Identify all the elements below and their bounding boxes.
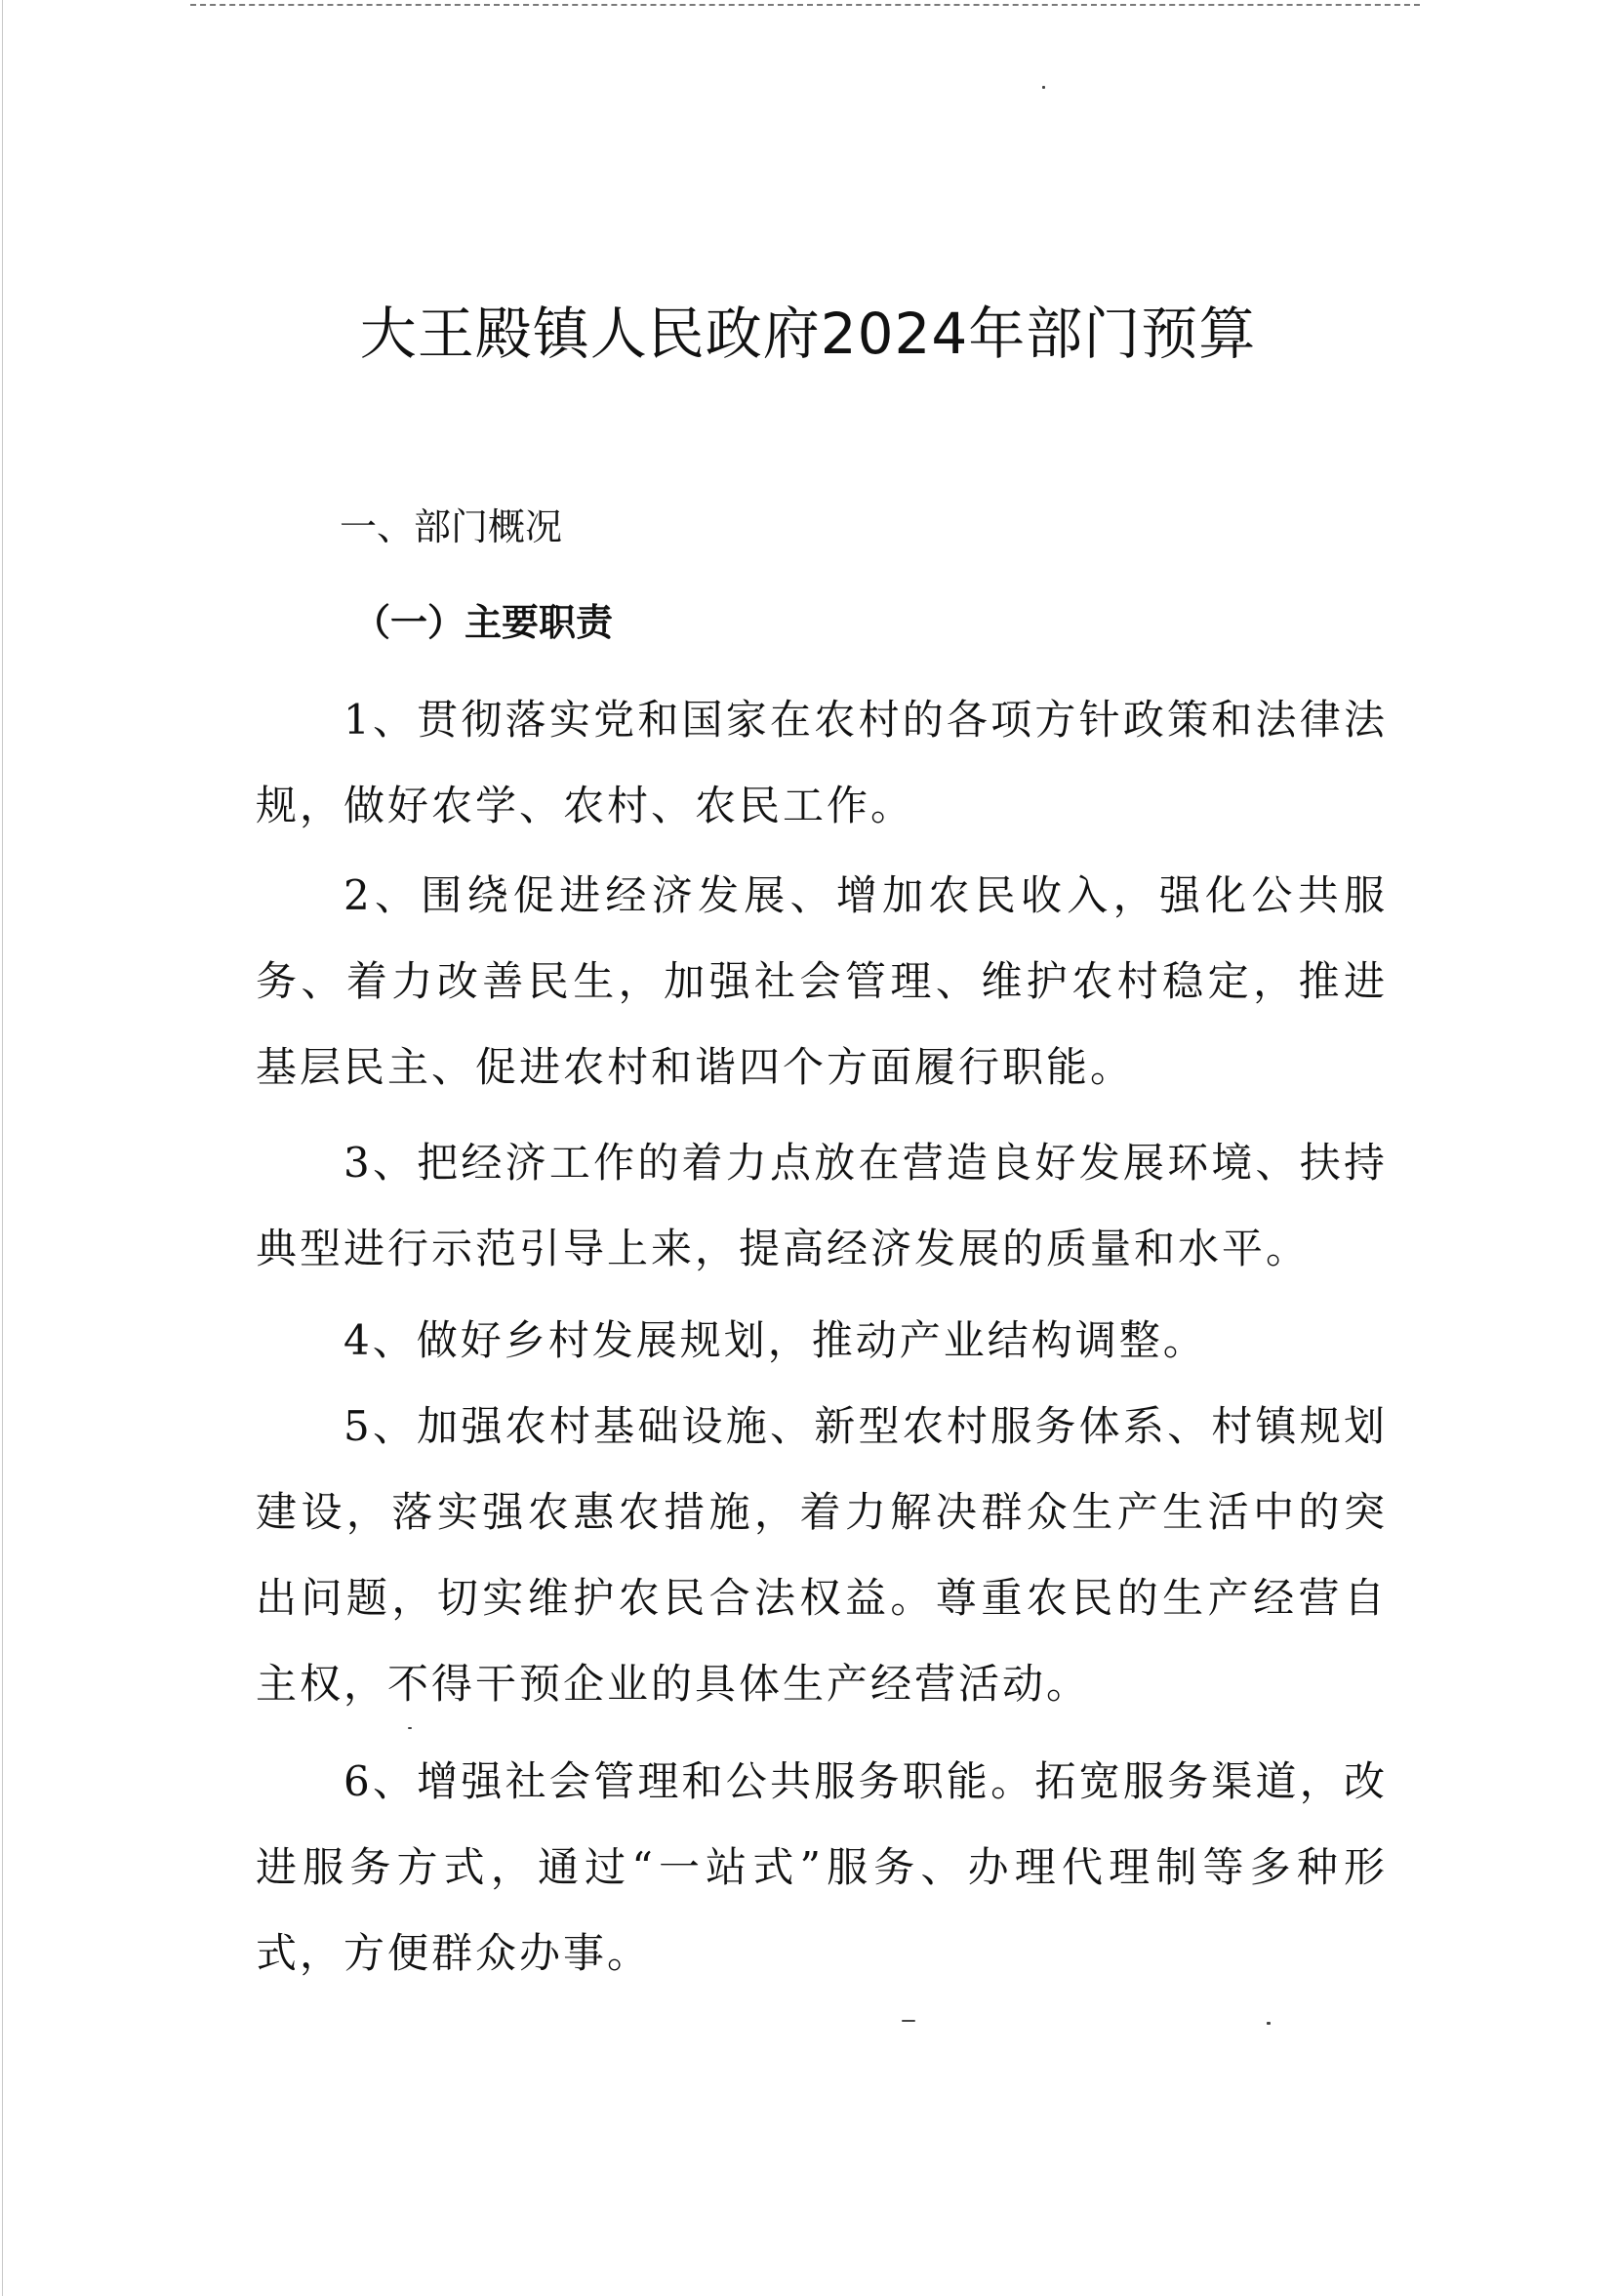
scan-speck: [902, 2020, 915, 2022]
scan-speck: [1042, 86, 1045, 89]
top-scan-rule: [190, 4, 1420, 6]
scan-speck: [408, 1727, 412, 1729]
document-title: 大王殿镇人民政府2024年部门预算: [359, 301, 1257, 367]
duty-paragraph-2: 2、围绕促进经济发展、增加农民收入，强化公共服务、着力改善民生，加强社会管理、维护农村稳定，推进基层民主、促进农村和谐四个方面履行职能。: [256, 871, 1388, 1091]
duty-paragraph-1: 1、贯彻落实党和国家在农村的各项方针政策和法律法规，做好农学、农村、农民工作。: [256, 696, 1388, 829]
duty-paragraph-6: 6、增强社会管理和公共服务职能。拓宽服务渠道，改进服务方式，通过“一站式”服务、办理代理制等多种形式，方便群众办事。: [256, 1757, 1388, 1977]
duty-paragraph-3: 3、把经济工作的着力点放在营造良好发展环境、扶持典型进行示范引导上来，提高经济发展的质量和水平。: [256, 1139, 1388, 1272]
duty-paragraph-4: 4、做好乡村发展规划，推动产业结构调整。: [343, 1316, 1207, 1364]
duty-paragraph-5: 5、加强农村基础设施、新型农村服务体系、村镇规划建设，落实强农惠农措施，着力解决群众生产生活中的突出问题，切实维护农民合法权益。尊重农民的生产经营自主权，不得干预企业的具体生产经营活动。: [256, 1402, 1388, 1708]
section-heading: 一、部门概况: [340, 505, 563, 548]
scan-speck: [1267, 2022, 1271, 2025]
subsection-heading: （一）主要职责: [353, 600, 614, 644]
